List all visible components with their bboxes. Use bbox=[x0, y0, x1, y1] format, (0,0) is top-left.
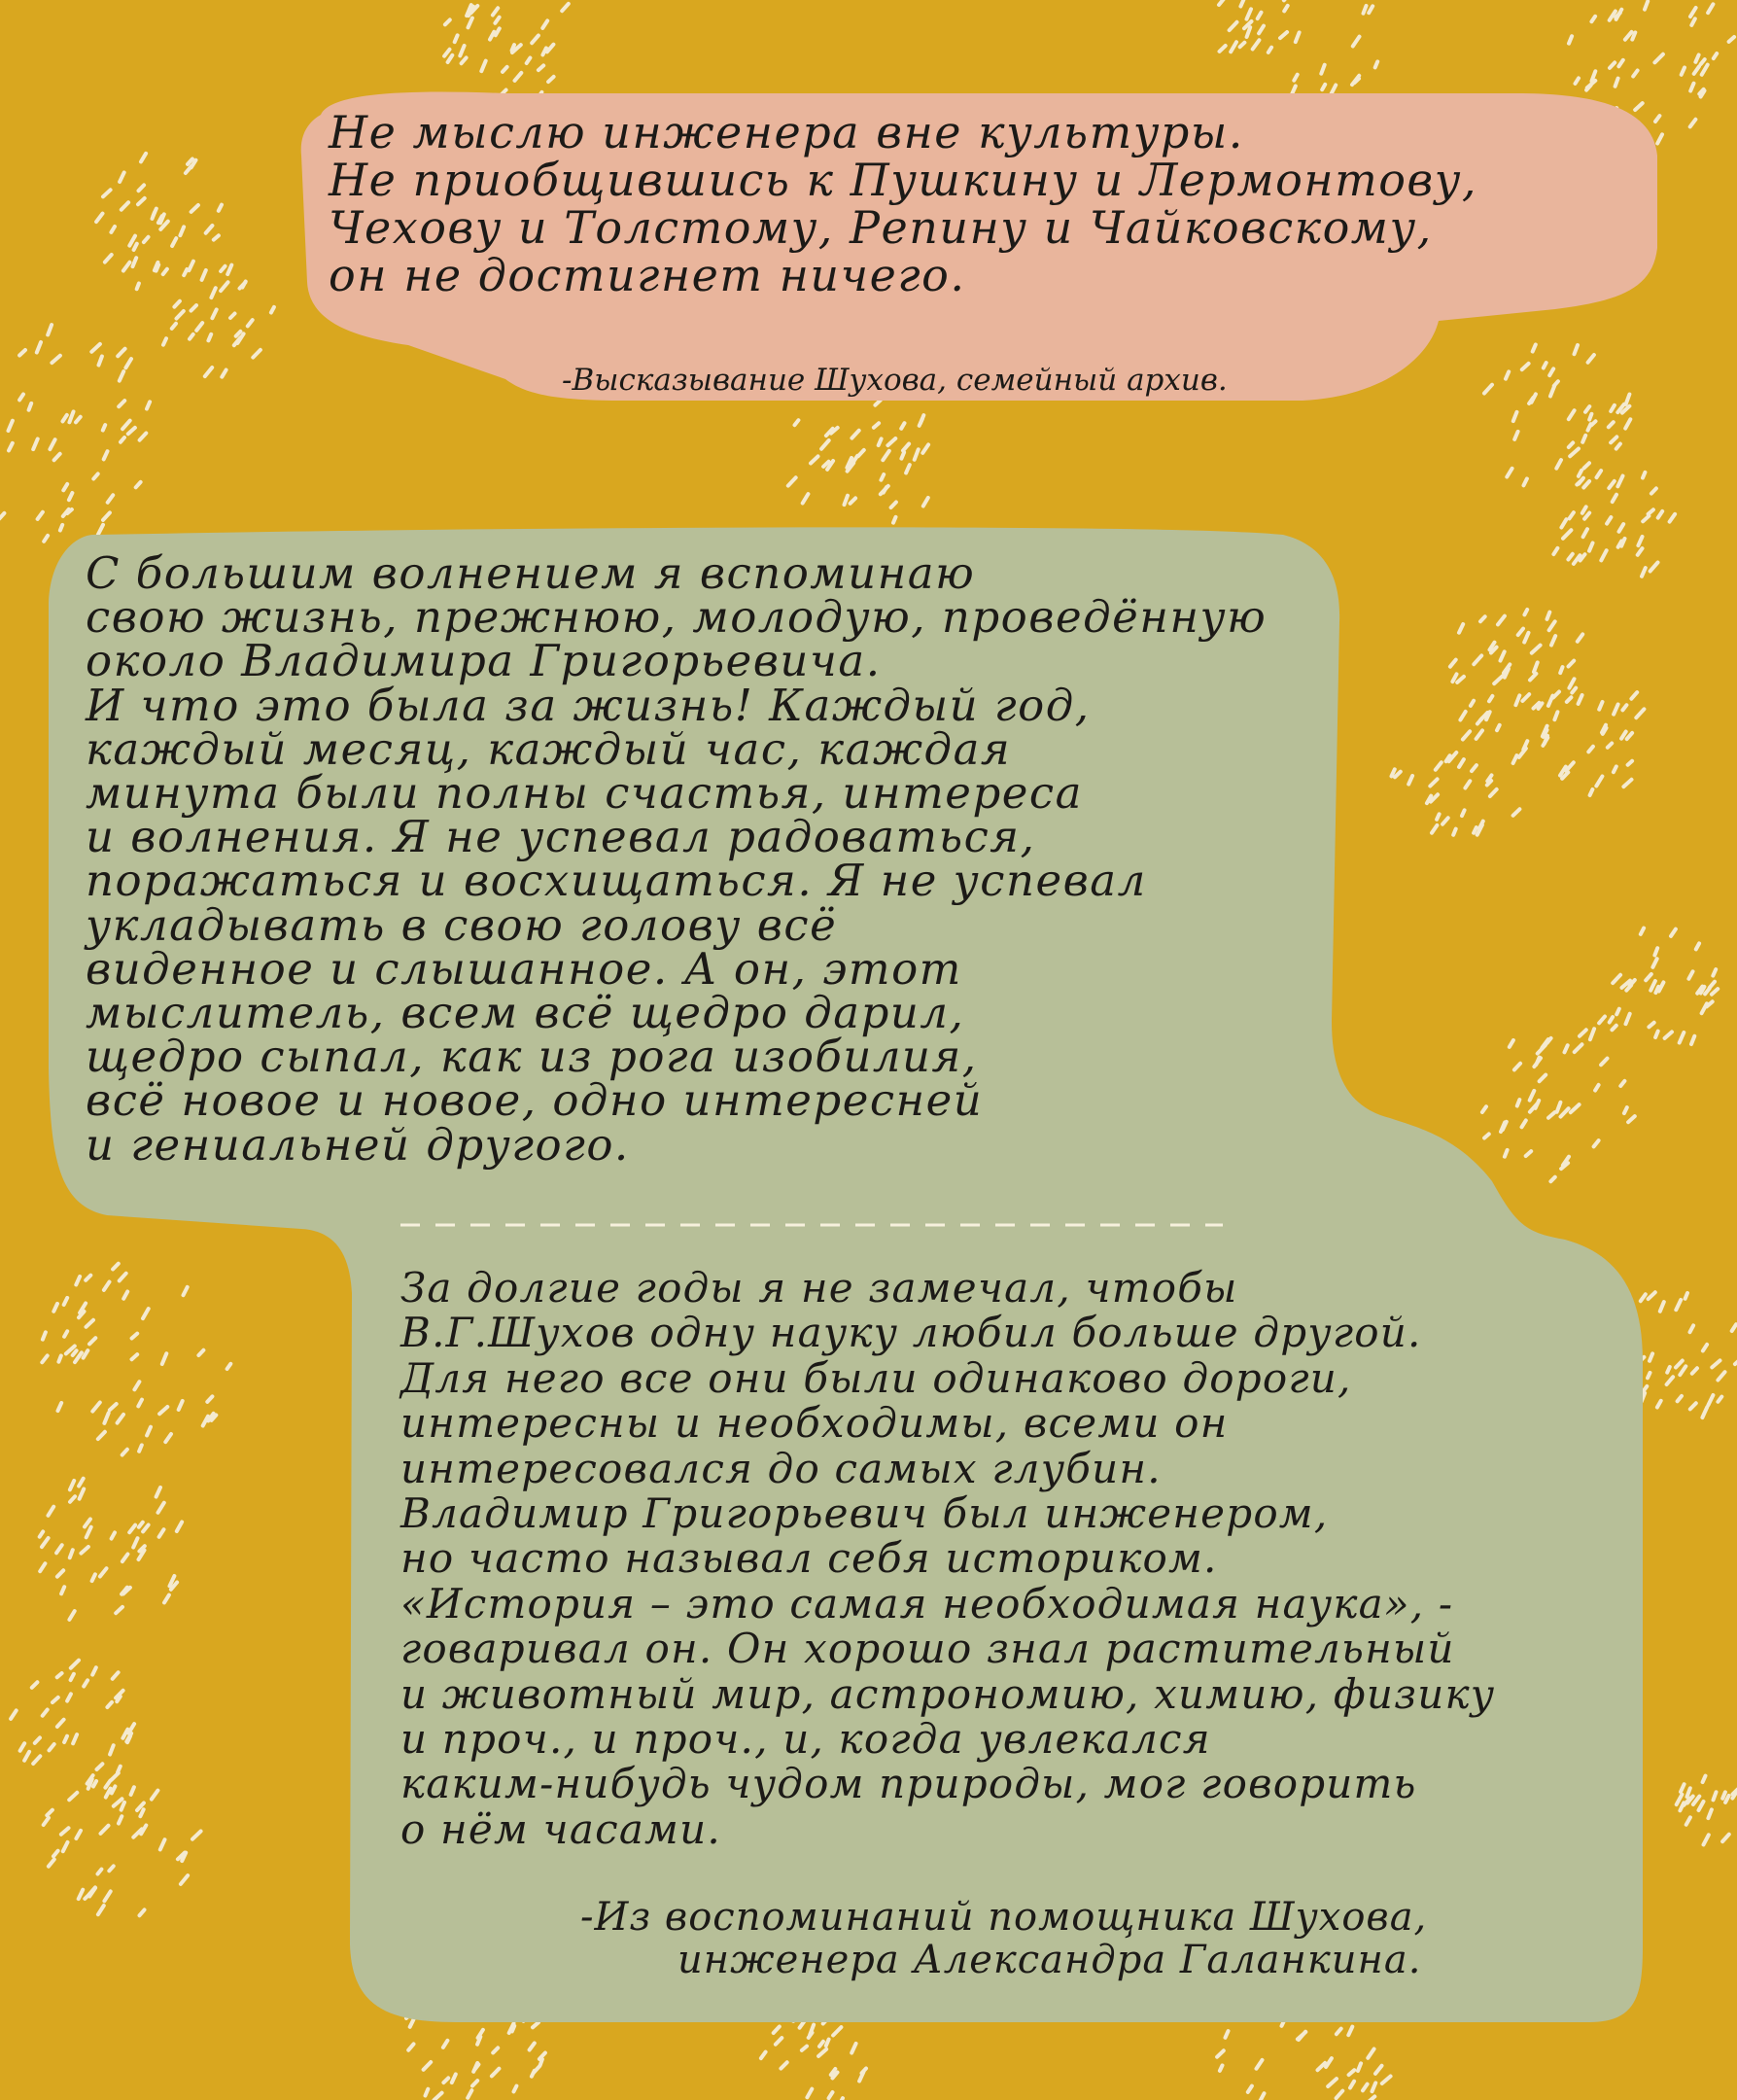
memoir-line: и волнения. Я не успевал радоваться, bbox=[86, 811, 1036, 863]
memoir-line: укладывать в свою голову всё bbox=[86, 898, 838, 951]
quote-line: Не мыслю инженера вне культуры. bbox=[329, 106, 1244, 158]
memoir-attribution bbox=[580, 1896, 1650, 1981]
memoir-line: о нём часами. bbox=[400, 1804, 721, 1853]
memoir-line: щедро сыпал, как из рога изобилия, bbox=[86, 1031, 978, 1083]
memoir-line: всё новое и новое, одно интересней bbox=[86, 1074, 984, 1127]
memoir-line: Владимир Григорьевич был инженером, bbox=[400, 1489, 1329, 1538]
memoir-line: Для него все они были одинаково дороги, bbox=[400, 1353, 1352, 1402]
memoir-line: За долгие годы я не замечал, чтобы bbox=[400, 1264, 1238, 1312]
memoir-line: и животный мир, астрономию, химию, физику bbox=[400, 1669, 1496, 1718]
memoir-line: И что это была за жизнь! Каждый год, bbox=[86, 679, 1091, 731]
memoir-line: мыслитель, всем всё щедро дарил, bbox=[86, 987, 965, 1039]
memoir-line: говаривал он. Он хорошо знал растительный bbox=[400, 1625, 1455, 1673]
memoir-line: В.Г.Шухов одну науку любил больше другой. bbox=[400, 1309, 1422, 1357]
memoir-line: интересовался до самых глубин. bbox=[400, 1444, 1162, 1492]
quote-line: он не достигнет ничего. bbox=[329, 249, 966, 301]
attribution-line: инженера Александра Галанкина. bbox=[677, 1938, 1422, 1982]
memoir-line: виденное и слышанное. А он, этот bbox=[86, 942, 962, 995]
memoir-line: С большим волнением я вспоминаю bbox=[86, 547, 976, 599]
memoir-line: каждый месяц, каждый час, каждая bbox=[86, 722, 1012, 775]
memoir-line: минута были полны счастья, интереса bbox=[86, 767, 1083, 820]
memoir-line: поражаться и восхищаться. Я не успевал bbox=[86, 855, 1147, 907]
memoir-line: и проч., и проч., и, когда увлекался bbox=[400, 1715, 1211, 1764]
attribution-line: -Из воспоминаний помощника Шухова, bbox=[580, 1895, 1428, 1940]
memoir-line: но часто называл себя историком. bbox=[400, 1534, 1218, 1583]
memoir-part-2 bbox=[400, 1266, 1606, 1852]
shukhov-quote bbox=[329, 106, 1650, 301]
memoir-line: и гениальней другого. bbox=[86, 1118, 630, 1171]
memoir-line: свою жизнь, прежнюю, молодую, проведённую bbox=[86, 591, 1268, 644]
memoir-line: «История – это самая необходимая наука», - bbox=[400, 1579, 1454, 1628]
memoir-line: интересны и необходимы, всеми он bbox=[400, 1399, 1229, 1448]
memoir-line: каким-нибудь чудом природы, мог говорить bbox=[400, 1760, 1417, 1808]
quote-attribution: -Высказывание Шухова, семейный архив. bbox=[562, 363, 1228, 398]
memoir-line: около Владимира Григорьевича. bbox=[86, 635, 882, 687]
quote-line: Чехову и Толстому, Репину и Чайковскому, bbox=[329, 201, 1433, 254]
quote-line: Не приобщившись к Пушкину и Лермонтову, bbox=[329, 154, 1477, 206]
memoir-part-1 bbox=[86, 547, 1349, 1171]
